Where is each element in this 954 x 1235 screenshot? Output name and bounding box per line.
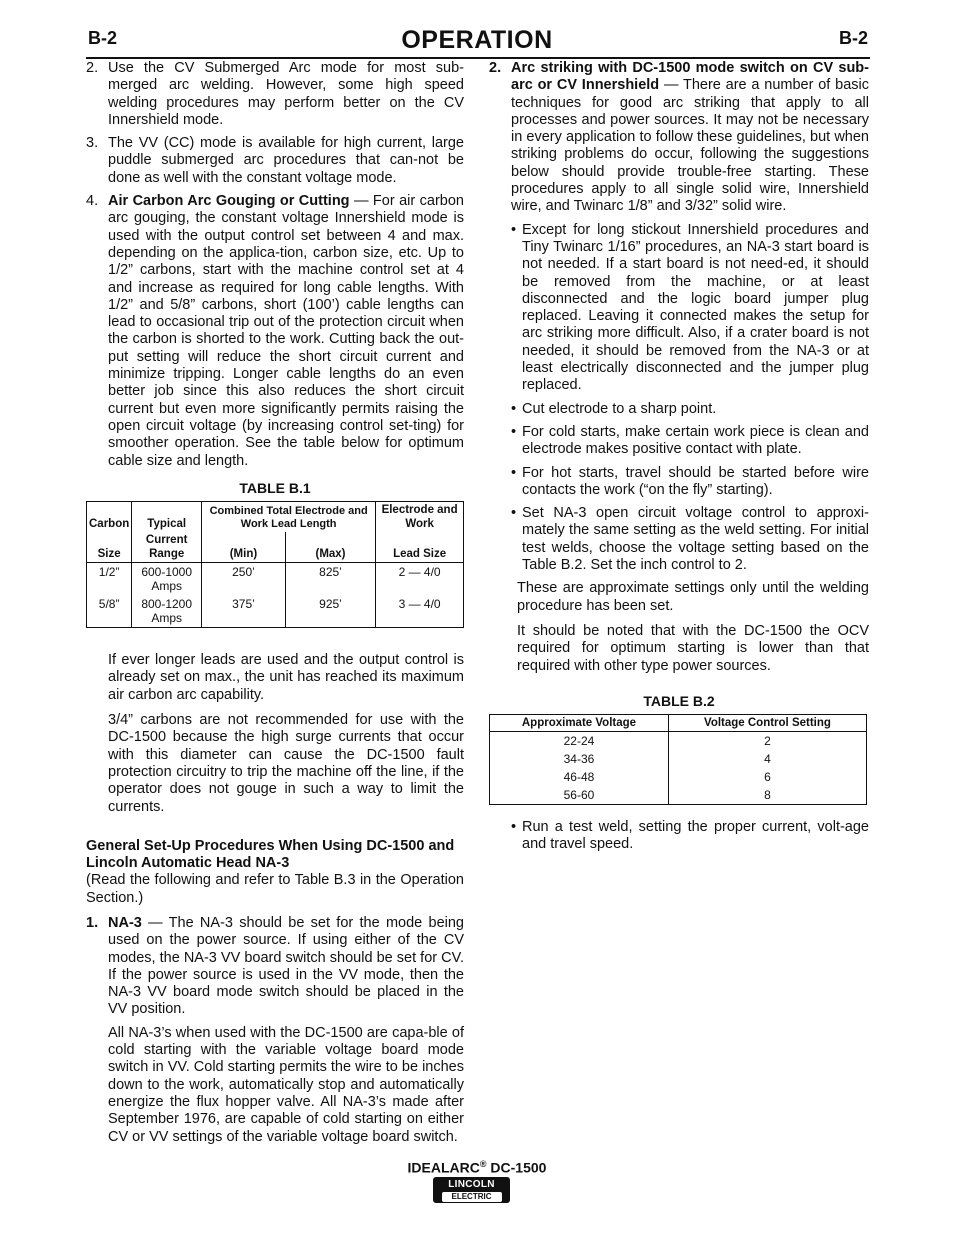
list-item-3 [86, 135, 464, 187]
table-row [87, 595, 464, 628]
list-number: 1. [86, 914, 99, 931]
product-name: IDEALARC [407, 1159, 480, 1176]
table-cell: 2 [668, 732, 866, 751]
logo-bottom-text: ELECTRIC [442, 1192, 502, 1202]
list-number: 4. [86, 193, 99, 210]
table-cell: 250’ [202, 563, 286, 596]
list-item-arc-striking [489, 60, 869, 216]
bullet-text: For cold starts, make certain work piece is clean and electrode makes positive contact with plate. [522, 423, 869, 458]
header-combined: Combined Total Electrode and Work Lead Length [209, 505, 368, 531]
setup-note: (Read the following and refer to Table B.3 in the Operation Section.) [86, 872, 464, 906]
bullet-item [511, 505, 869, 574]
header-carbon: Carbon [89, 518, 130, 531]
table-cell: 1/2” [87, 563, 132, 596]
bullet-item [511, 819, 869, 854]
table-cell: 8 [668, 786, 866, 805]
table-header [376, 502, 464, 533]
table-row [87, 563, 464, 596]
bullet-icon: • [511, 819, 517, 836]
lincoln-electric-logo [433, 1177, 510, 1203]
table-header [132, 502, 202, 533]
bullet-item [511, 465, 869, 500]
table-cell: 375’ [202, 595, 286, 628]
header-rule [86, 57, 870, 59]
table-b2 [489, 714, 867, 805]
list-item-na3 [86, 915, 464, 1019]
bullet-icon: • [511, 464, 517, 481]
table-row [490, 750, 867, 768]
footer-product [0, 1159, 954, 1176]
table-header [202, 502, 376, 533]
list-number: 3. [86, 135, 99, 152]
list-item-4 [86, 193, 464, 470]
header-typical: Typical [147, 518, 187, 531]
paragraph-ocv: It should be noted that with the DC-1500 the OCV required for optimum starting is lower than that required with other type power sources. [517, 622, 869, 674]
list-item-heading: Arc striking with DC-1500 mode switch on CV sub-arc or CV Innershield [511, 60, 869, 94]
table-header: Size [97, 548, 121, 561]
bullet-item [511, 424, 869, 459]
list-number: 2. [86, 60, 99, 76]
left-column [86, 60, 464, 1154]
table-cell: 46-48 [563, 770, 595, 785]
logo-top-text: LINCOLN [448, 1179, 495, 1190]
page-number-left: B-2 [88, 28, 118, 48]
bullet-icon: • [511, 423, 517, 440]
table-header: (Min) [202, 532, 286, 563]
list-number: 2. [489, 60, 502, 76]
table-cell: 34-36 [563, 752, 595, 767]
list-item-heading: Air Carbon Arc Gouging or Cutting [108, 193, 350, 210]
product-model: DC-1500 [486, 1159, 547, 1176]
bullet-text: Except for long stickout Innershield procedures and Tiny Twinarc 1/16” procedures, an NA-3 start board is not needed. If a start board is not need-ed, it should be removed from the machine, or at least disconnected and the logic board jumper plug replaced. Leaving it connected makes the setup for arc striking more difficult. Also, if a crater board is not needed, it should be removed from the NA-3 or at least electrically disconnected and the jumper plug replaced. [522, 221, 869, 394]
list-text: — For air carbon arc gouging, the constant voltage Innershield mode is used with the output control set between 4 and max. depending on the applica-tion, carbon size, etc. Up to 1/2” carbons, start with the machine control set at 4 and increase as required for long cable lengths. With 1/2” and 5/8” carbons, short (100’) cable lengths can lead to occasional trip out of the protection circuit when the carbon is shorted to the work. Cutting back the out-put setting will reduce the short circuit current and minimize tripping. Longer cable lengths do an even better job since this also reduces the short circuit current but even more significantly permits raising the open circuit voltage (by increasing control set-ting) for smoother operation. See the table below for optimum cable size and length. [108, 193, 464, 469]
table-b2-title: TABLE B.2 [643, 692, 715, 709]
table-row [490, 786, 867, 805]
table-cell: 925’ [285, 595, 375, 628]
list-text: The VV (CC) mode is available for high current, large puddle submerged arc procedures that can-not be done as well with the constant voltage mode. [108, 135, 464, 186]
bullet-text: Set NA-3 open circuit voltage control to approxi-mately the same setting as the weld setting. For initial test welds, choose the voltage setting based on the Table B.2. Set the inch control to 2. [522, 505, 869, 574]
bullet-item [511, 222, 869, 395]
header-electrode: Electrode and Work [381, 504, 458, 531]
table-header: Current Range [132, 532, 202, 563]
registered-mark: ® [479, 1159, 487, 1169]
table-b1 [86, 501, 464, 628]
table-b1-title: TABLE B.1 [239, 479, 311, 496]
paragraph-longer-leads: If ever longer leads are used and the output control is already set on max., the unit has reached its maximum air carbon arc capability. [108, 652, 464, 703]
bullet-item [511, 401, 869, 418]
table-cell: 22-24 [563, 734, 595, 749]
table-cell: 56-60 [563, 788, 595, 803]
table-header: Voltage Control Setting [668, 715, 866, 732]
table-cell: 5/8” [98, 597, 120, 612]
table-cell: 800-1200 Amps [132, 595, 202, 628]
bullet-icon: • [511, 221, 517, 238]
table-cell: 4 [668, 750, 866, 768]
paragraph-three-quarter-carbons: 3/4” carbons are not recommended for use with the DC-1500 because the high surge currents that occur with this diameter can cause the DC-1500 fault protection circuitry to trip the machine off the line, if the operator does not gouge in such a way to limit the currents. [108, 712, 464, 815]
table-header: Approximate Voltage [490, 715, 669, 732]
table-header: Lead Size [376, 532, 464, 563]
paragraph-approximate: These are approximate settings only until the welding procedure has been set. [517, 580, 869, 614]
section-heading: General Set-Up Procedures When Using DC-1500 and Lincoln Automatic Head NA-3 [86, 837, 455, 872]
list-text: — The NA-3 should be set for the mode being used on the power source. If using either of the CV modes, the NA-3 VV board switch should be set for CV. If the power source is used in the VV mode, then the NA-3 VV board mode switch should be placed in the VV position. [108, 914, 464, 1018]
bullet-text: Cut electrode to a sharp point. [522, 400, 717, 417]
table-cell: 3 — 4/0 [376, 595, 464, 628]
table-row [490, 732, 867, 751]
table-row [490, 768, 867, 786]
right-column [489, 60, 869, 860]
table-cell: 600-1000 Amps [132, 563, 202, 596]
table-header: (Max) [285, 532, 375, 563]
table-header [87, 502, 132, 533]
page-title: OPERATION [401, 26, 553, 54]
table-cell: 825’ [285, 563, 375, 596]
list-item-2 [86, 60, 464, 129]
list-item-heading: NA-3 [108, 914, 142, 931]
table-cell: 2 — 4/0 [376, 563, 464, 596]
list-text: — There are a number of basic techniques for good arc striking that apply to all processes and power sources. It may not be necessary in every application to follow these guidelines, but when striking problems do occur, following the suggestions below should provide trouble-free starting. These procedures apply to all single solid wire, Innershield wire, and Twinarc 1/8” and 3/32” solid wire. [511, 77, 869, 215]
paragraph-all-na3: All NA-3’s when used with the DC-1500 are capa-ble of cold starting with the variable voltage board mode switch in VV. Cold starting permits the wire to be inches down to the work, automatically stop and automatically energize the flux hopper valve. All NA-3’s made after September 1976, are capable of cold starting on either CV or VV settings of the variable voltage board switch. [108, 1024, 464, 1145]
list-text: Use the CV Submerged Arc mode for most sub-merged arc welding. However, some high speed welding procedures may perform better on the CV Innershield mode. [108, 60, 464, 128]
table-cell: 6 [668, 768, 866, 786]
page-number-right: B-2 [838, 28, 868, 48]
bullet-icon: • [511, 505, 517, 522]
bullet-icon: • [511, 400, 517, 417]
bullet-text: Run a test weld, setting the proper current, volt-age and travel speed. [522, 819, 869, 853]
bullet-text: For hot starts, travel should be started before wire contacts the work (“on the fly” starting). [522, 464, 869, 498]
